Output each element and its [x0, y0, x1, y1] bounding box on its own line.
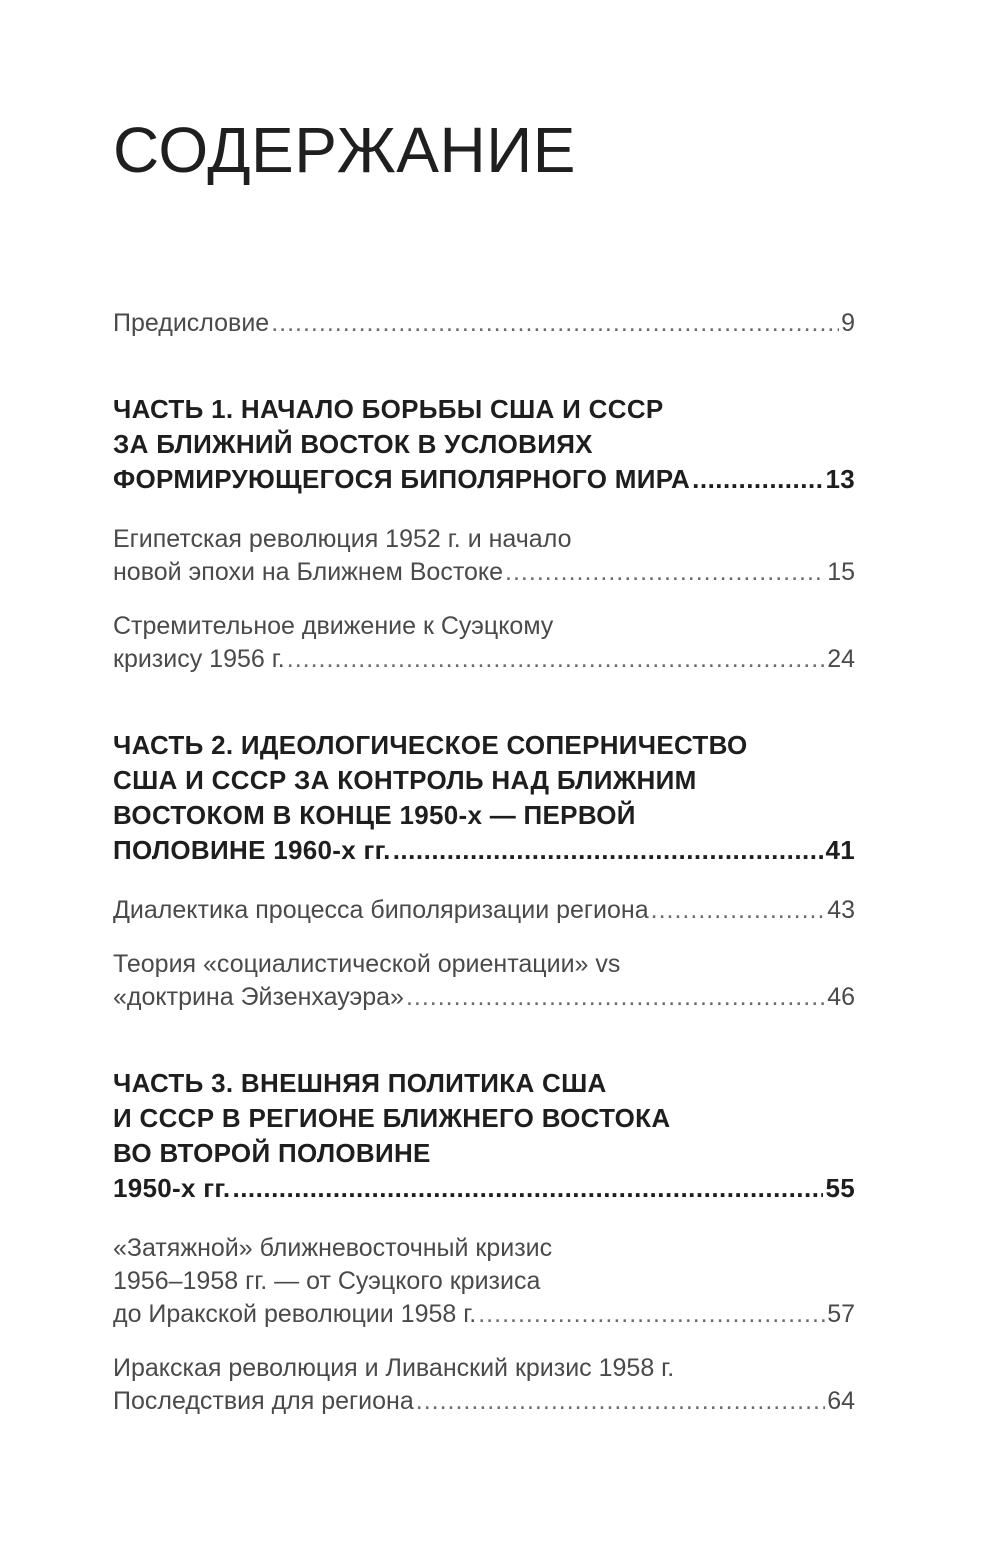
toc-entry-label: Диалектика процесса биполяризации региона: [113, 896, 649, 924]
toc-part-2[interactable]: [113, 728, 855, 868]
toc-page-number: 55: [825, 1173, 855, 1203]
toc-part-title-line: ЧАСТЬ 1. НАЧАЛО БОРЬБЫ США И СССР: [113, 394, 664, 424]
toc-entry-label: кризису 1956 г.: [113, 645, 285, 673]
toc-entry-egypt-revolution[interactable]: [113, 523, 855, 589]
toc-page-number: 57: [827, 1300, 855, 1328]
toc-part-title-line: ВОСТОКОМ В КОНЦЕ 1950-х — ПЕРВОЙ: [113, 800, 636, 830]
toc-page-number: 15: [827, 558, 855, 586]
toc-entry-label: «Затяжной» ближневосточный кризис: [113, 1234, 553, 1262]
toc-part-title-line: ФОРМИРУЮЩЕГОСЯ БИПОЛЯРНОГО МИРА: [113, 464, 691, 494]
dot-leader: [406, 981, 825, 1014]
toc-page-number: 46: [827, 983, 855, 1011]
page-title: СОДЕРЖАНИЕ: [113, 114, 576, 186]
toc-entry-label: Последствия для региона: [113, 1387, 414, 1415]
toc-entry-label: 1956–1958 гг. — от Суэцкого кризиса: [113, 1267, 541, 1295]
toc-entry-protracted-crisis[interactable]: [113, 1232, 855, 1331]
toc-part-1[interactable]: [113, 392, 855, 497]
toc-entry-label: Иракская революция и Ливанский кризис 1958 г.: [113, 1354, 675, 1382]
toc-entry-label: Стремительное движение к Суэцкому: [113, 612, 554, 640]
dot-leader: [287, 643, 825, 676]
table-of-contents: [113, 307, 855, 1418]
toc-part-title-line: 1950-х гг.: [113, 1173, 231, 1203]
toc-entry-label: до Иракской революции 1958 г.: [113, 1300, 477, 1328]
toc-part-title-line: США И СССР ЗА КОНТРОЛЬ НАД БЛИЖНИМ: [113, 765, 697, 795]
toc-entry-label: Предисловие: [113, 309, 270, 337]
toc-entry-eisenhower-doctrine[interactable]: [113, 948, 855, 1014]
toc-page-number: 9: [841, 309, 855, 337]
toc-page-number: 43: [827, 896, 855, 924]
dot-leader: [232, 1171, 823, 1206]
toc-page-number: 13: [825, 464, 855, 494]
toc-entry-preface[interactable]: [113, 307, 855, 340]
toc-part-3[interactable]: [113, 1066, 855, 1206]
toc-entry-bipolarization[interactable]: [113, 894, 855, 927]
toc-part-title-line: И СССР В РЕГИОНЕ БЛИЖНЕГО ВОСТОКА: [113, 1103, 671, 1133]
toc-entry-iraq-lebanon[interactable]: [113, 1352, 855, 1418]
toc-entry-label: Египетская революция 1952 г. и начало: [113, 525, 572, 553]
toc-page-number: 64: [827, 1387, 855, 1415]
dot-leader: [651, 894, 826, 927]
dot-leader: [478, 1298, 825, 1331]
dot-leader: [416, 1385, 825, 1418]
dot-leader: [692, 462, 823, 497]
toc-entry-label: новой эпохи на Ближнем Востоке: [113, 558, 504, 586]
toc-entry-label: «доктрина Эйзенхауэра»: [113, 983, 404, 1011]
dot-leader: [505, 556, 825, 589]
toc-entry-suez-crisis[interactable]: [113, 610, 855, 676]
dot-leader: [271, 307, 839, 340]
toc-entry-label: Теория «социалистической ориентации» vs: [113, 950, 621, 978]
toc-page-number: 24: [827, 645, 855, 673]
toc-part-title-line: ЧАСТЬ 2. ИДЕОЛОГИЧЕСКОЕ СОПЕРНИЧЕСТВО: [113, 730, 748, 760]
toc-part-title-line: ЧАСТЬ 3. ВНЕШНЯЯ ПОЛИТИКА США: [113, 1068, 607, 1098]
toc-part-title-line: ПОЛОВИНЕ 1960-х гг.: [113, 835, 391, 865]
toc-page-number: 41: [825, 835, 855, 865]
dot-leader: [393, 833, 824, 868]
toc-part-title-line: ВО ВТОРОЙ ПОЛОВИНЕ: [113, 1138, 431, 1168]
toc-part-title-line: ЗА БЛИЖНИЙ ВОСТОК В УСЛОВИЯХ: [113, 429, 593, 459]
